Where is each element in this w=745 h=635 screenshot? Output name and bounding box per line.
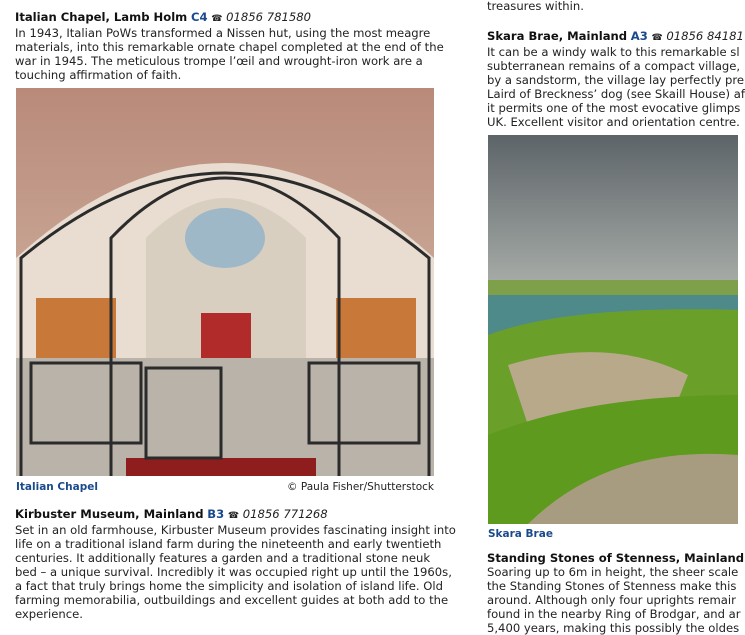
body-line: subterranean remains of a compact village, <box>487 59 741 73</box>
previous-entry-tail <box>487 0 720 13</box>
body-line: touching affirmation of faith. <box>15 68 182 82</box>
entry-title: Standing Stones of Stenness, Mainland <box>487 551 745 565</box>
phone-number: 01856 771268 <box>242 507 328 521</box>
body-line: by a sandstorm, the village lay perfectly pre <box>487 73 745 87</box>
standing-stones-entry <box>487 551 745 635</box>
body-line: Set in an old farmhouse, Kirbuster Museum provides fascinating insight into <box>15 523 456 537</box>
map-grid-ref[interactable]: A3 <box>630 29 648 43</box>
body-line: Laird of Breckness’ dog (see Skaill House) af <box>487 87 745 101</box>
entry-title: Italian Chapel, Lamb Holm <box>15 10 188 24</box>
body-line: a fact that truly brings home the simplicity and isolation of island life. Old <box>15 579 443 593</box>
photo-caption: Italian Chapel <box>16 481 98 493</box>
italian-chapel-entry <box>15 10 444 82</box>
skara-brae-photo <box>488 135 738 524</box>
body-line: war in 1945. The meticulous trompe l’œil and wrought-iron work are a <box>15 54 423 68</box>
photo-credit: © Paula Fisher/Shutterstock <box>287 481 434 493</box>
phone-icon: ☎ <box>651 33 663 43</box>
body-line: treasures within. <box>487 0 584 13</box>
map-grid-ref[interactable]: C4 <box>190 10 208 24</box>
body-line: centuries. It additionally features a garden and a traditional stone neuk <box>15 551 431 565</box>
body-line: In 1943, Italian PoWs transformed a Nissen hut, using the most meagre <box>15 26 431 40</box>
phone-icon: ☎ <box>211 14 223 24</box>
body-line: bed – a unique survival. Incredibly it was occupied right up until the 1960s, <box>15 565 452 579</box>
body-line: farming memorabilia, outbuildings and excellent guides at both add to the <box>15 593 449 607</box>
body-line: around. Although only four uprights remair <box>487 593 736 607</box>
entry-title: Kirbuster Museum, Mainland <box>15 507 204 521</box>
entry-heading <box>15 10 435 26</box>
map-grid-ref[interactable]: B3 <box>207 507 225 521</box>
body-line: Soaring up to 6m in height, the sheer scale <box>487 565 739 579</box>
body-line: 5,400 years, making this possibly the oldes <box>487 621 740 635</box>
photo-caption: Skara Brae <box>488 528 553 540</box>
phone-number: 01856 781580 <box>226 10 311 24</box>
phone-number: 01856 84181 <box>666 29 744 43</box>
body-line: materials, into this remarkable ornate chapel completed at the end of the <box>15 40 444 54</box>
entry-title: Skara Brae, Mainland <box>487 29 628 43</box>
entry-heading <box>487 29 744 45</box>
phone-icon: ☎ <box>227 511 240 521</box>
body-line: it permits one of the most evocative glimps <box>487 101 741 115</box>
body-line: found in the nearby Ring of Brodgar, and ar <box>487 607 741 621</box>
body-line: It can be a windy walk to this remarkable sl <box>487 45 740 59</box>
skara-brae-entry <box>487 29 745 129</box>
body-line: the Standing Stones of Stenness make this <box>487 579 737 593</box>
entry-heading <box>15 507 435 523</box>
body-line: experience. <box>15 607 83 621</box>
body-line: life on a traditional island farm during the nineteenth and early twentieth <box>15 537 442 551</box>
kirbuster-museum-entry <box>15 507 456 621</box>
italian-chapel-photo <box>16 88 434 476</box>
body-line: UK. Excellent visitor and orientation centre. <box>487 115 740 129</box>
